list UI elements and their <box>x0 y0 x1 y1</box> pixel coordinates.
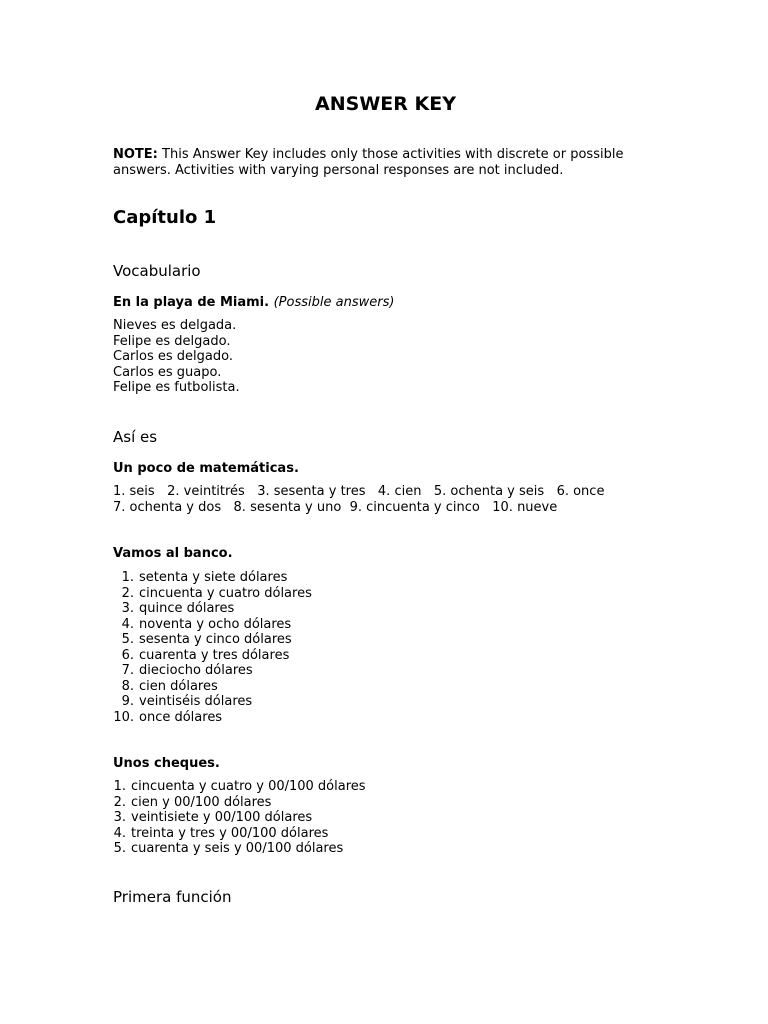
item-text: quince dólares <box>139 601 235 616</box>
item-text: treinta y tres y 00/100 dólares <box>131 825 329 841</box>
item-text: cuarenta y tres dólares <box>139 647 290 663</box>
list-item <box>113 841 366 857</box>
activity-title-banco: Vamos al banco. <box>113 546 233 561</box>
list-item <box>113 710 312 726</box>
list-item <box>113 648 312 664</box>
page-title: ANSWER KEY <box>315 93 456 115</box>
list-item: Carlos es delgado. <box>113 349 233 364</box>
item-text: cuarenta y seis y 00/100 dólares <box>131 841 344 856</box>
item-number: 7. <box>121 663 134 678</box>
item-text: cien dólares <box>139 678 218 694</box>
inline-answer: 9. cincuenta y cinco <box>349 500 480 515</box>
note-text: This Answer Key includes only those activities with discrete or possible answers. Activities with varying personal responses are not included. <box>113 147 624 178</box>
list-item <box>113 586 312 602</box>
item-number: 4. <box>121 616 134 632</box>
item-number: 2. <box>121 585 134 601</box>
list-item <box>113 570 312 586</box>
inline-answer: 3. sesenta y tres <box>257 484 366 499</box>
list-item <box>113 663 312 679</box>
section-heading-asi-es: Así es <box>113 428 158 446</box>
activity-hint: (Possible answers) <box>273 295 395 310</box>
item-text: noventa y ocho dólares <box>139 616 292 632</box>
list-item <box>113 795 366 811</box>
item-text: setenta y siete dólares <box>139 570 288 585</box>
list-item: Carlos es guapo. <box>113 364 222 380</box>
item-number: 8. <box>121 678 134 694</box>
list-item <box>113 810 366 826</box>
item-text: sesenta y cinco dólares <box>139 632 292 647</box>
list-item <box>113 679 312 695</box>
list-item <box>113 779 366 795</box>
item-number: 10. <box>113 709 134 725</box>
item-text: veintisiete y 00/100 dólares <box>131 810 313 825</box>
item-number: 5. <box>113 841 126 856</box>
list-item: Felipe es futbolista. <box>113 380 240 395</box>
item-number: 3. <box>121 601 134 616</box>
section-heading-primera-funcion: Primera función <box>113 888 232 906</box>
note-label: NOTE: <box>113 147 158 162</box>
item-text: dieciocho dólares <box>139 663 253 678</box>
item-number: 6. <box>121 647 134 663</box>
inline-answer: 7. ochenta y dos <box>113 500 222 515</box>
list-item: Nieves es delgada. <box>113 318 237 333</box>
activity-title-text: En la playa de Miami. <box>113 295 270 310</box>
inline-answer: 2. veintitrés <box>167 484 245 499</box>
matematicas-answers <box>113 484 618 516</box>
banco-answers <box>113 570 312 725</box>
inline-answer: 1. seis <box>113 484 155 499</box>
list-item <box>113 826 366 842</box>
vocabulario-answers <box>113 318 658 396</box>
item-text: once dólares <box>139 709 223 725</box>
item-text: cien y 00/100 dólares <box>131 794 272 810</box>
item-number: 1. <box>113 779 126 794</box>
inline-answer: 5. ochenta y seis <box>433 484 545 499</box>
item-text: cincuenta y cuatro y 00/100 dólares <box>131 779 366 794</box>
note-paragraph <box>113 147 658 179</box>
inline-answer: 4. cien <box>377 484 422 499</box>
list-item <box>113 632 312 648</box>
list-item: Felipe es delgado. <box>113 333 231 349</box>
list-item <box>113 694 312 710</box>
activity-title-cheques: Unos cheques. <box>113 756 220 771</box>
item-number: 5. <box>121 632 134 647</box>
cheques-answers <box>113 779 366 857</box>
list-item <box>113 617 312 633</box>
item-text: cincuenta y cuatro dólares <box>139 585 312 601</box>
item-number: 2. <box>113 794 126 810</box>
section-heading-vocabulario: Vocabulario <box>113 262 201 280</box>
item-number: 3. <box>113 810 126 825</box>
item-text: veintiséis dólares <box>139 694 253 709</box>
item-number: 1. <box>121 570 134 585</box>
item-number: 9. <box>121 694 134 709</box>
item-number: 4. <box>113 825 126 841</box>
chapter-heading: Capítulo 1 <box>113 207 217 228</box>
activity-title-matematicas: Un poco de matemáticas. <box>113 461 299 476</box>
activity-title-playa <box>113 295 394 311</box>
inline-answer: 10. nueve <box>492 500 558 515</box>
inline-answer: 6. once <box>556 484 605 499</box>
list-item <box>113 601 312 617</box>
inline-answer: 8. sesenta y uno <box>233 500 342 515</box>
